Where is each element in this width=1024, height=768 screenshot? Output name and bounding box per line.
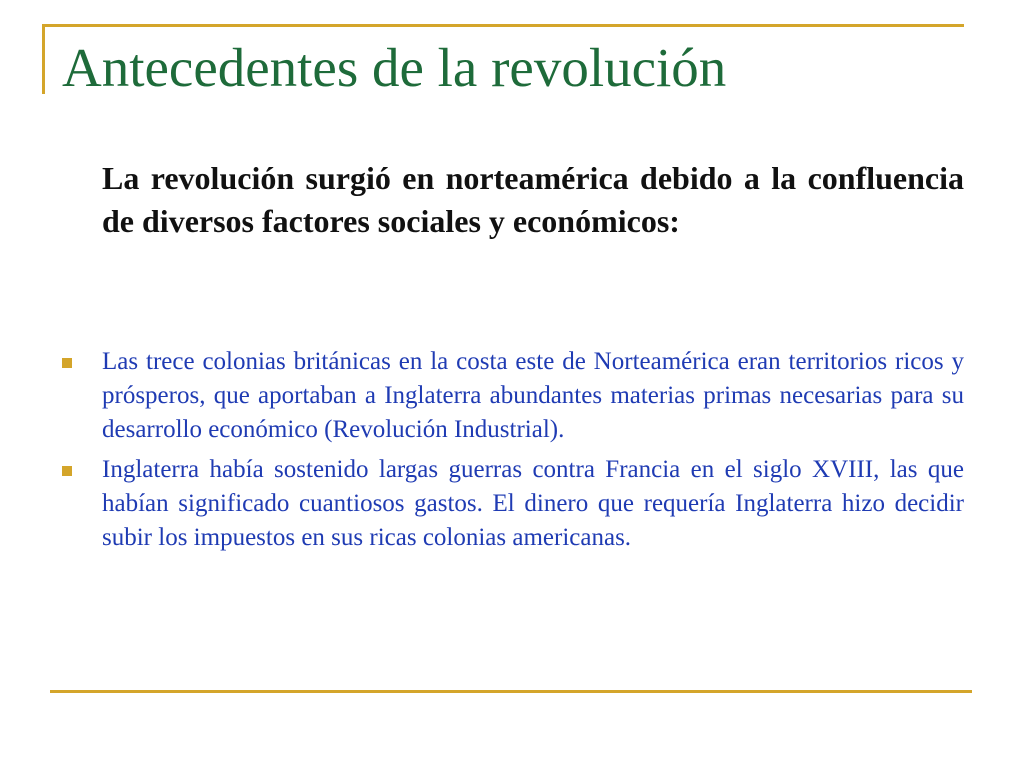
square-bullet-icon <box>62 466 72 476</box>
list-item <box>62 453 964 555</box>
bullet-text: Inglaterra había sostenido largas guerras contra Francia en el siglo XVIII, las que habían significado cuantiosos gastos. El dinero que requería Inglaterra hizo decidir subir los impuestos en sus ricas colonias americanas. <box>102 456 964 551</box>
square-bullet-icon <box>62 358 72 368</box>
left-rule <box>42 24 45 94</box>
slide-title: Antecedentes de la revolución <box>62 37 727 98</box>
bullet-list <box>62 345 964 561</box>
bullet-text: Las trece colonias británicas en la costa este de Norteamérica eran territorios ricos y prósperos, que aportaban a Inglaterra abundantes materias primas necesarias para su desarrollo económico (Revolución Industrial). <box>102 348 964 443</box>
list-item <box>62 345 964 447</box>
intro-paragraph: La revolución surgió en norteamérica debido a la confluencia de diversos factores sociales y económicos: <box>102 160 964 239</box>
bottom-rule <box>50 690 972 693</box>
top-rule <box>42 24 964 27</box>
